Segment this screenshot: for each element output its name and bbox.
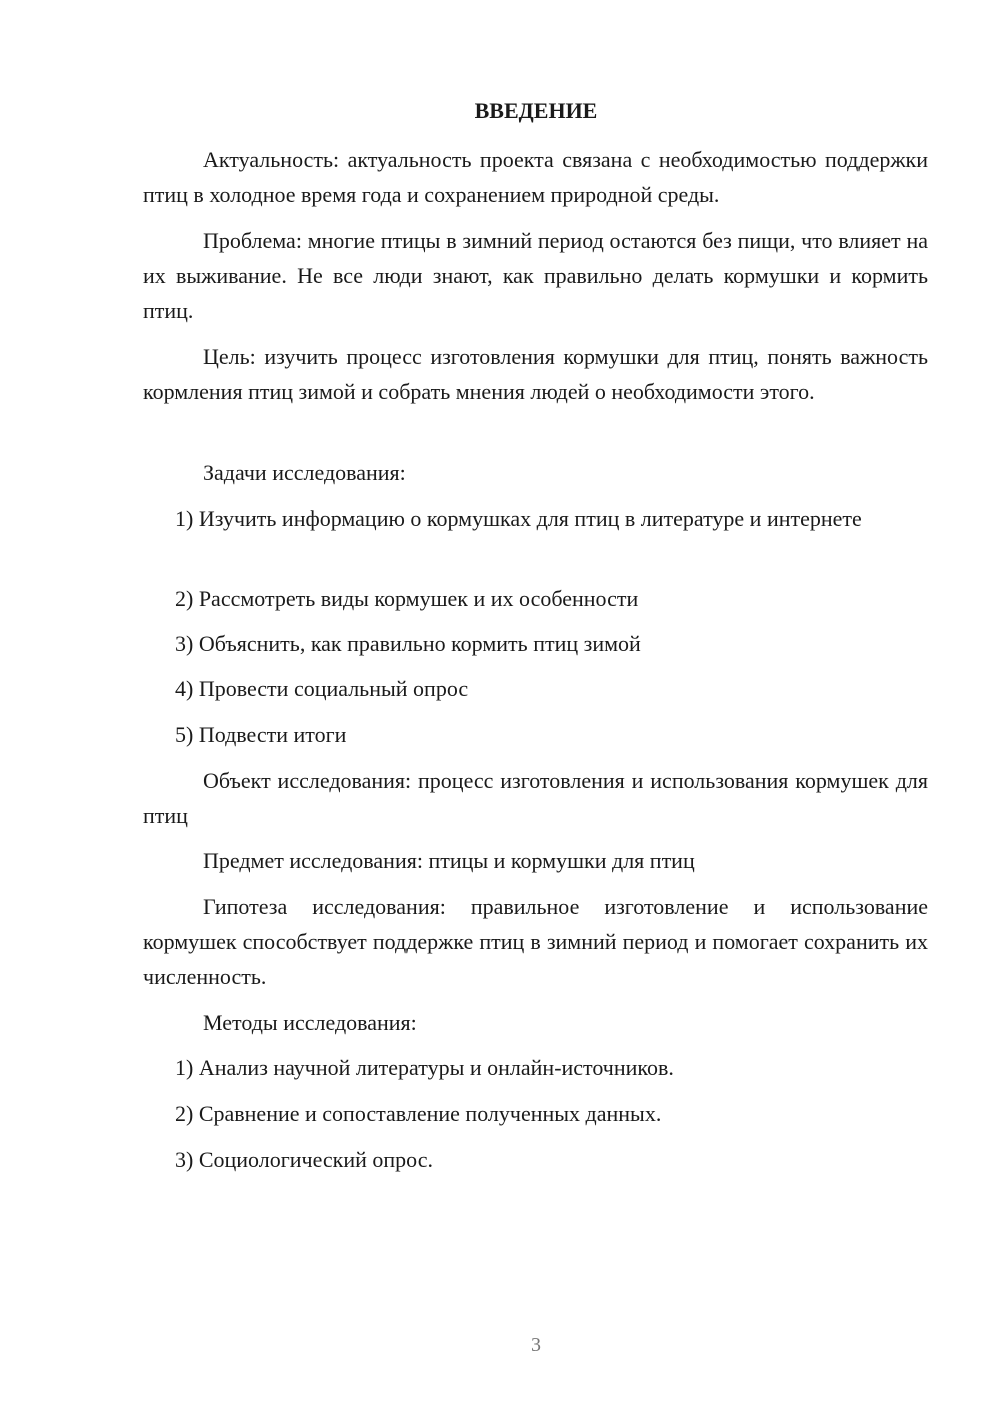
task-item-4: 4) Провести социальный опрос [175,676,469,701]
tasks-title: Задачи исследования: [203,460,406,485]
paragraph-object: Объект исследования: процесс изготовления и использования кормушек для птиц [143,768,928,828]
task-item-2: 2) Рассмотреть виды кормушек и их особенности [175,586,639,611]
page-number: 3 [531,1334,541,1356]
heading-container [0,96,1000,126]
method-item-2: 2) Сравнение и сопоставление полученных данных. [175,1101,662,1126]
paragraph-hypothesis: Гипотеза исследования: правильное изготовление и использование кормушек способствует поддержке птиц в зимний период и помогает сохранить их численность. [143,894,928,989]
task-item-3: 3) Объяснить, как правильно кормить птиц зимой [175,631,641,656]
task-item-1: 1) Изучить информацию о кормушках для птиц в литературе и интернете [175,506,862,531]
paragraph-relevance: Актуальность: актуальность проекта связана с необходимостью поддержки птиц в холодное время года и сохранением природной среды. [143,147,928,207]
method-item-3: 3) Социологический опрос. [175,1147,433,1172]
task-item-5: 5) Подвести итоги [175,722,347,747]
method-item-1: 1) Анализ научной литературы и онлайн-источников. [175,1055,674,1080]
paragraph-subject: Предмет исследования: птицы и кормушки для птиц [203,848,695,873]
methods-title: Методы исследования: [203,1010,417,1035]
paragraph-goal: Цель: изучить процесс изготовления кормушки для птиц, понять важность кормления птиц зимой и собрать мнения людей о необходимости этого. [143,344,928,404]
paragraph-problem: Проблема: многие птицы в зимний период остаются без пищи, что влияет на их выживание. Не все люди знают, как правильно делать кормушки и кормить птиц. [143,228,928,323]
page-heading: ВВЕДЕНИЕ [474,98,598,123]
